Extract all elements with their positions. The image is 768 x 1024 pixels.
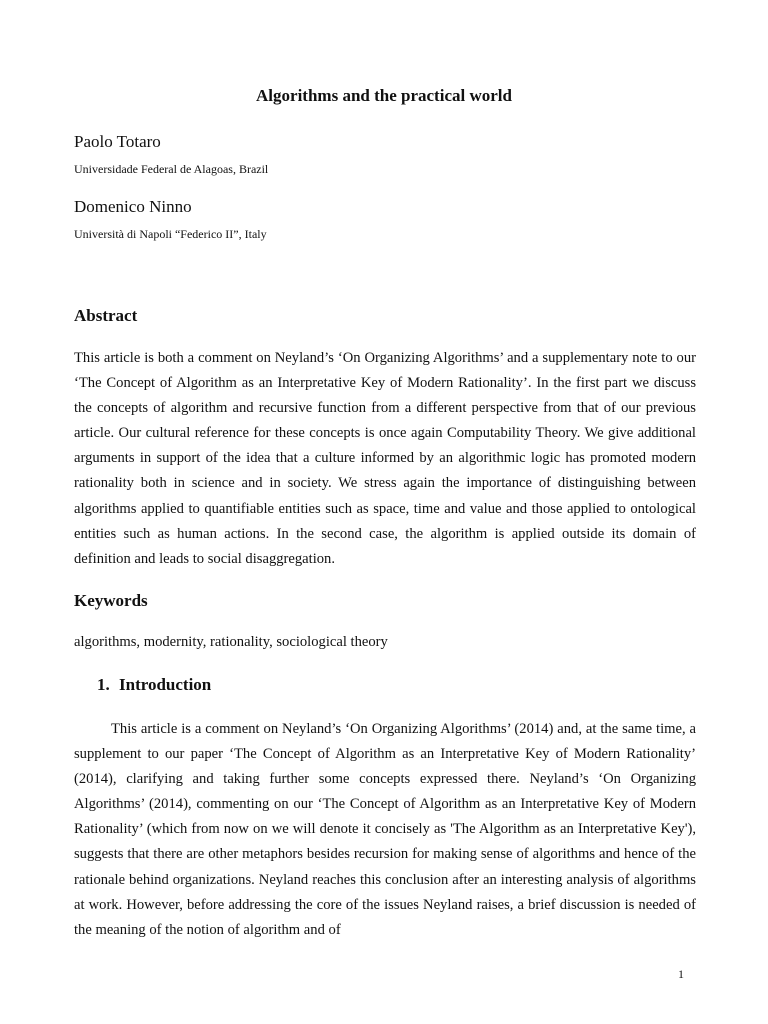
keywords-text: algorithms, modernity, rationality, sociological theory (74, 634, 388, 650)
introduction-text: This article is a comment on Neyland’s ‘On Organizing Algorithms’ (2014) and, at the same time, a supplement to our paper ‘The Concept of Algorithm as an Interpretative Key of Modern Rationality’ (2014), clarifying and taking further some concepts expressed there. Neyland’s ‘On Organizing Algorithms’ (2014), commenting on our ‘The Concept of Algorithm as an Interpretative Key of Modern Rationality’ (which from now on we will denote it concisely as 'The Algorithm as an Interpretative Key'), suggests that there are other metaphors besides recursion for making sense of algorithms and hence of the rationale behind organizations. Neyland reaches this conclusion after an interesting analysis of algorithms at work. However, before addressing the core of the issues Neyland raises, a brief discussion is needed of the meaning of the notion of algorithm and of (74, 721, 696, 938)
keywords-heading: Keywords (74, 591, 148, 610)
author-name-2: Domenico Ninno (74, 197, 192, 216)
author-affiliation-2: Università di Napoli “Federico II”, Italy (74, 227, 267, 241)
introduction-heading: Introduction (119, 675, 212, 694)
section-number: 1. (97, 675, 110, 694)
author-affiliation-1: Universidade Federal de Alagoas, Brazil (74, 162, 269, 176)
paper-title: Algorithms and the practical world (256, 86, 512, 105)
abstract-heading: Abstract (74, 306, 138, 325)
author-name-1: Paolo Totaro (74, 132, 161, 151)
page-number: 1 (678, 967, 684, 981)
abstract-text: This article is both a comment on Neyland’s ‘On Organizing Algorithms’ and a supplementary note to our ‘The Concept of Algorithm as an Interpretative Key of Modern Rationality’. In the first part we discuss the concepts of algorithm and recursive function from a different perspective from that of our previous article. Our cultural reference for these concepts is once again Computability Theory. We give additional arguments in support of the idea that a culture informed by an algorithmic logic has promoted modern rationality both in science and in society. We stress again the importance of distinguishing between algorithms applied to quantifiable entities such as space, time and value and those applied to ontological entities such as human actions. In the second case, the algorithm is applied outside its domain of definition and leads to social disaggregation. (74, 350, 696, 567)
